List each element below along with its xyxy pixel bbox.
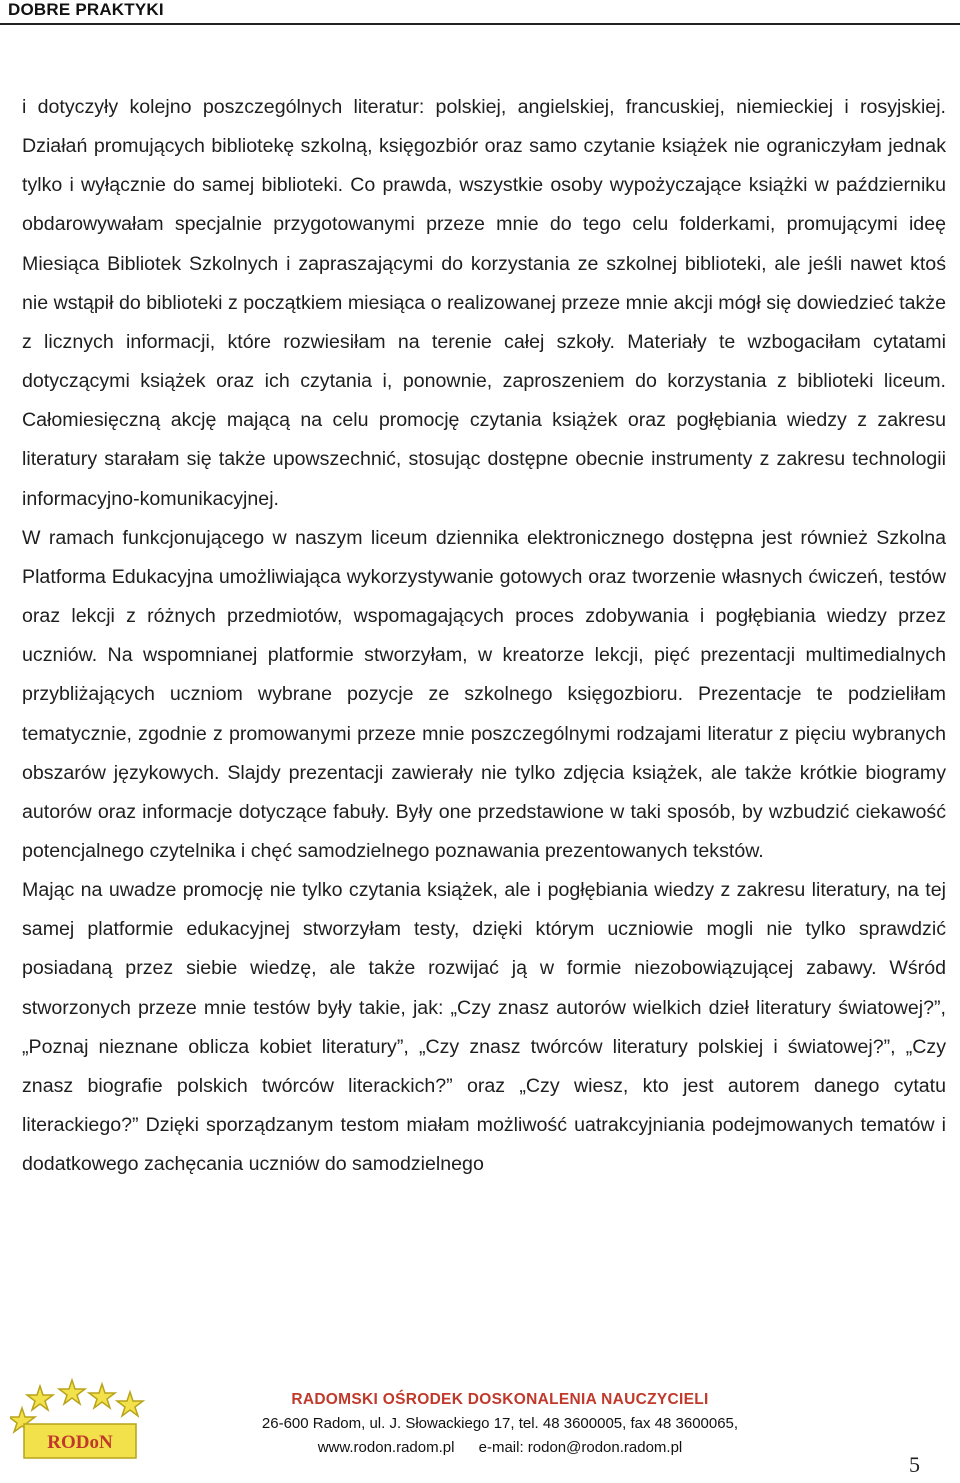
star-icon (27, 1386, 53, 1410)
logo-text: RODoN (47, 1432, 113, 1453)
paragraph-1: i dotyczyły kolejno poszczególnych literatur: polskiej, angielskiej, francuskiej, niemieckiej i rosyjskiej. Działań promujących bibliotekę szkolną, księgozbiór oraz samo czytanie książek nie ograniczyłam jednak tylko i wyłącznie do samej biblioteki. Co prawda, wszystkie osoby wypożyczające książki w październiku obdarowywałam specjalnie przygotowanymi przeze mnie do tego celu folderkami, promującymi ideę Miesiąca Bibliotek Szkolnych i zapraszającymi do korzystania ze szkolnej biblioteki, ale jeśli nawet ktoś nie wstąpił do biblioteki z początkiem miesiąca o realizowanej przeze mnie akcji mógł się dowiedzieć także z licznych informacji, które rozwiesiłam na terenie całej szkoły. Materiały te wzbogaciłam cytatami dotyczącymi książek oraz ich czytania i, ponownie, zaproszeniem do korzystania z biblioteki liceum. Całomiesięczną akcję mającą na celu promocję czytania książek oraz pogłębiania wiedzy z zakresu literatury starałam się także upowszechnić, stosując dostępne obecnie instrumenty z zakresu technologii informacyjno-komunikacyjnej. (22, 96, 946, 510)
email-link[interactable]: e-mail: rodon@rodon.radom.pl (478, 1439, 683, 1456)
page-footer (0, 1370, 960, 1482)
paragraph-3: Mając na uwadze promocję nie tylko czytania książek, ale i pogłębiania wiedzy z zakresu literatury, na tej samej platformie edukacyjnej stworzyłam testy, dzięki którym uczniowie mogli nie tylko sprawdzić posiadaną przez siebie wiedzę, ale także rozwijać ją w formie niezobowiązującej zabawy. Wśród stworzonych przeze mnie testów były takie, jak: „Czy znasz autorów wielkich dzieł literatury światowej?”, „Poznaj nieznane oblicza kobiet literatury”, „Czy znasz twórców literatury polskiej i światowej?”, „Czy znasz biografie polskich twórców literackich?” oraz „Czy wiesz, kto jest autorem danego cytatu literackiego?” Dzięki sporządzanym testom miałam możliwość uatrakcyjniania podejmowanych tematów i dodatkowego zachęcania uczniów do samodzielnego (22, 879, 946, 1176)
page-number: 5 (909, 1452, 920, 1477)
star-icon (89, 1384, 115, 1408)
org-address: 26-600 Radom, ul. J. Słowackiego 17, tel. 48 3600005, fax 48 3600065, (261, 1415, 739, 1432)
paragraph-2: W ramach funkcjonującego w naszym liceum dziennika elektronicznego dostępna jest również Szkolna Platforma Edukacyjna umożliwiająca wykorzystywanie gotowych oraz tworzenie własnych ćwiczeń, testów oraz lekcji z różnych przedmiotów, wspomagających proces zdobywania i pogłębiania wiedzy przez uczniów. Na wspomnianej platformie stworzyłam, w kreatorze lekcji, pięć prezentacji multimedialnych przybliżających uczniom wybrane pozycje ze szkolnego księgozbioru. Prezentacje te podzieliłam tematycznie, zgodnie z promowanymi przeze mnie poszczególnymi rodzajami literatur z pięciu wybranych obszarów językowych. Slajdy prezentacji zawierały nie tylko zdjęcia książek, ale także krótkie biogramy autorów oraz informacje dotyczące fabuły. Były one przedstawione w taki sposób, by wzbudzić ciekawość potencjalnego czytelnika i chęć samodzielnego poznawania prezentowanych tekstów. (22, 526, 946, 862)
org-web-line (190, 1436, 810, 1460)
org-name: RADOMSKI OŚRODEK DOSKONALENIA NAUCZYCIELI (291, 1391, 709, 1408)
header-label: DOBRE PRAKTYKI (8, 0, 164, 19)
star-icon (59, 1380, 85, 1404)
footer-contact (190, 1388, 810, 1460)
page-header (0, 0, 960, 26)
star-icon (117, 1392, 143, 1416)
website-link[interactable]: www.rodon.radom.pl (317, 1439, 455, 1456)
header-rule (0, 23, 960, 25)
document-body (22, 88, 946, 1184)
rodon-logo (10, 1378, 150, 1478)
